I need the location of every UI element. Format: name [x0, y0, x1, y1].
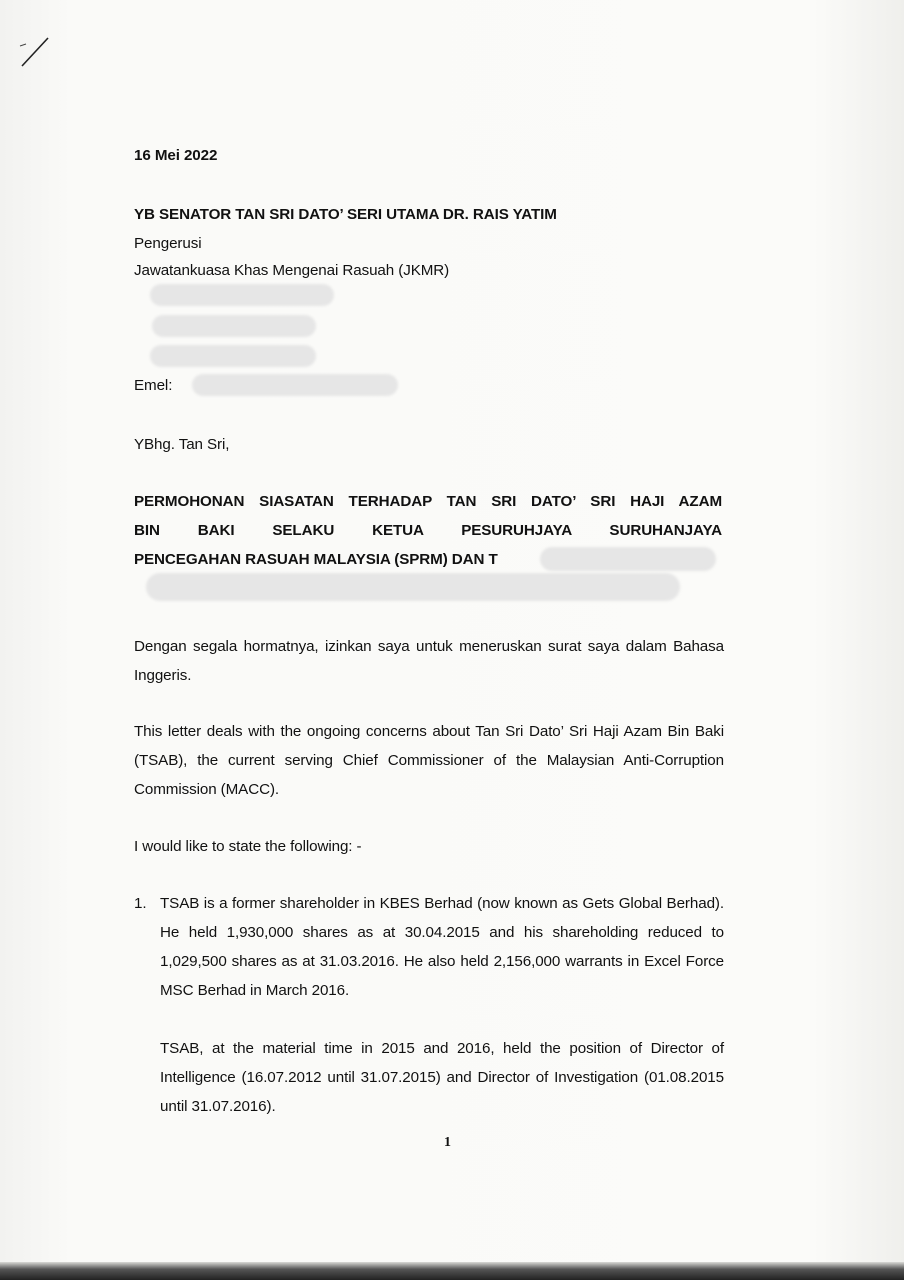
redacted-address-line-2 [152, 315, 316, 337]
intro-paragraph: Dengan segala hormatnya, izinkan saya untuk meneruskan surat saya dalam Bahasa Inggeris. [134, 638, 724, 684]
subject-line-3: PENCEGAHAN RASUAH MALAYSIA (SPRM) DAN T [134, 551, 498, 568]
subject-line-2: BIN BAKI SELAKU KETUA PESURUHJAYA SURUHANJAYA [134, 522, 722, 539]
page-number: 1 [444, 1135, 451, 1150]
redacted-address-line-3 [150, 345, 316, 367]
item-1-followup-paragraph: TSAB, at the material time in 2015 and 2016, held the position of Director of Intelligence (16.07.2012 until 31.07.2015) and Director of Investigation (01.08.2015 until 31.07.2016). [160, 1040, 724, 1115]
salutation: YBhg. Tan Sri, [134, 436, 230, 453]
email-label: Emel: [134, 377, 173, 394]
redacted-subject-line-4 [146, 573, 680, 601]
subject-line-1: PERMOHONAN SIASATAN TERHADAP TAN SRI DATO’ SRI HAJI AZAM [134, 493, 722, 510]
redacted-email [192, 374, 398, 396]
letter-date: 16 Mei 2022 [134, 147, 218, 164]
addressee-role: Pengerusi [134, 235, 202, 252]
committee-name: Jawatankuasa Khas Mengenai Rasuah (JKMR) [134, 262, 450, 279]
letter-purpose-paragraph: This letter deals with the ongoing concerns about Tan Sri Dato’ Sri Haji Azam Bin Baki (TSAB), the current serving Chief Commissioner of the Malaysian Anti-Corruption Commission (MACC). [134, 723, 724, 798]
addressee-name: YB SENATOR TAN SRI DATO’ SERI UTAMA DR. RAIS YATIM [134, 206, 557, 223]
statement-lead-in: I would like to state the following: - [134, 838, 362, 855]
redacted-address-line-1 [150, 284, 334, 306]
item-text: TSAB is a former shareholder in KBES Berhad (now known as Gets Global Berhad). He held 1,930,000 shares as at 30.04.2015 and his shareholding reduced to 1,029,500 shares as at 31.03.2016. He also held 2,156,000 warrants in Excel Force MSC Berhad in March 2016. [160, 895, 724, 999]
pen-stroke-mark [18, 34, 52, 70]
item-number: 1. [134, 895, 147, 912]
scan-bottom-edge [0, 1262, 904, 1280]
redacted-subject-tail [540, 547, 716, 571]
